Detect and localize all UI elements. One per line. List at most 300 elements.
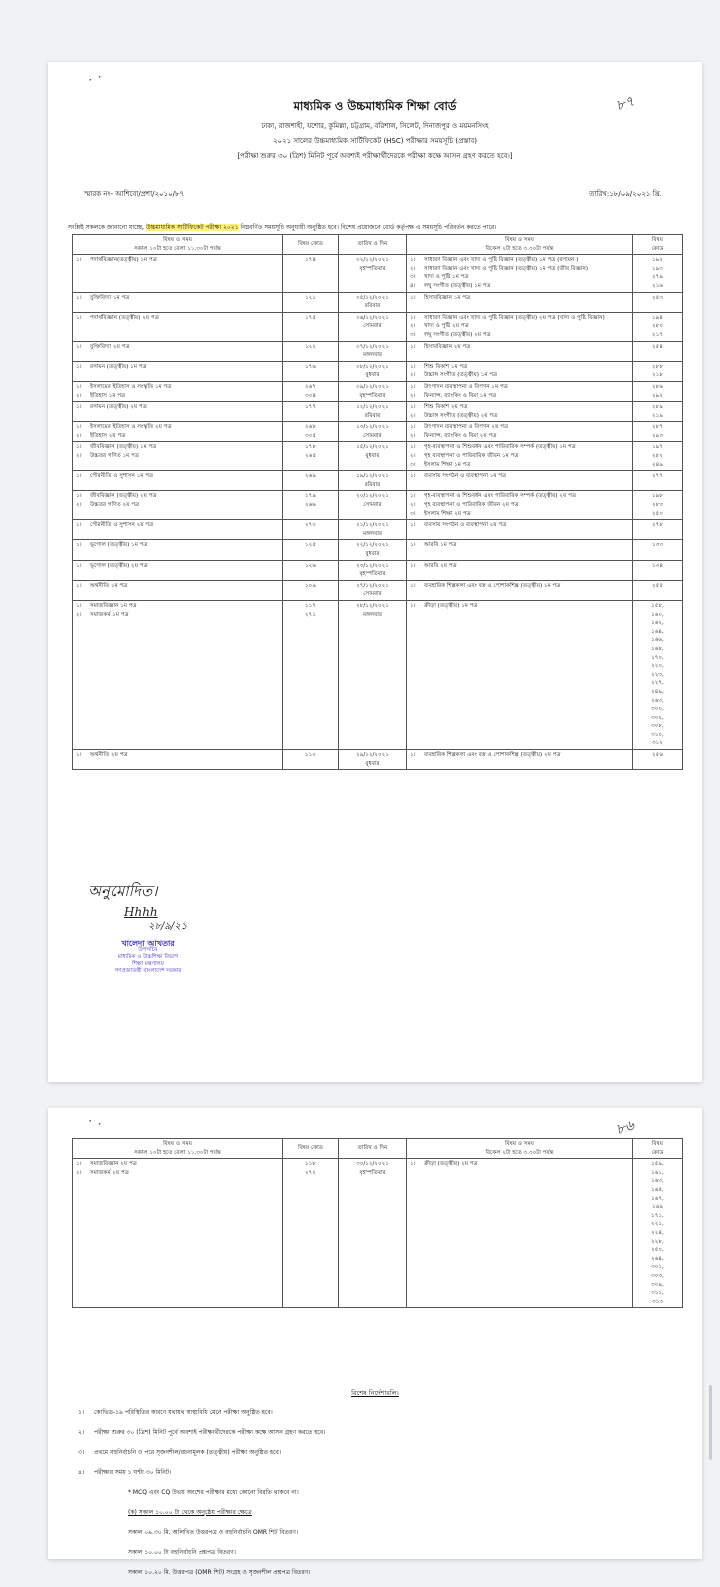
exam-date xyxy=(339,600,407,749)
morning-codes xyxy=(283,402,339,422)
afternoon-subject: ২। ফিন্যান্স, ব্যাংকিং ও বিমা ২য় পত্র xyxy=(410,432,497,439)
subject-code: ১৯৮ xyxy=(652,493,663,500)
subject-code: ১৯৩ xyxy=(652,265,663,272)
afternoon-subject: ২। গৃহ ব্যবস্থাপনা ও পারিবারিক জীবন ২য় পত্র xyxy=(410,502,519,509)
afternoon-codes xyxy=(633,255,683,292)
subject-code: ৩০৯, xyxy=(651,1281,664,1288)
subject-code: ২৫৩ xyxy=(652,294,663,301)
afternoon-subjects xyxy=(407,560,633,580)
subject-code: ২১৯ xyxy=(652,412,663,419)
header-code: বিষয় কোড xyxy=(283,235,339,255)
instruction-subitem: সকাল ১০.০০ টা বহুনির্বাচনি প্রশ্নপত্র বিতরণ। xyxy=(128,1549,236,1556)
afternoon-subject: ৩। লঘু সংগীত (তত্ত্বীয়) ২য় পত্র xyxy=(410,331,491,338)
afternoon-subject: ১। গৃহ-ব্যবস্থাপনা ও শিশুবর্ধন এবং পারিবারিক সম্পর্ক (তত্ত্বীয়) ২য় পত্র xyxy=(410,493,576,500)
exam-date xyxy=(339,312,407,341)
date: ০২/১২/২০২১ xyxy=(356,257,389,264)
subject-code: ২১৬ xyxy=(652,282,663,289)
weekday: সোমবার xyxy=(363,591,382,598)
morning-subject: ১। রসায়ন (তত্ত্বীয়) ২য় পত্র xyxy=(76,404,147,411)
morning-subject: ১। ভূগোল (তত্ত্বীয়) ২য় পত্র xyxy=(76,562,148,569)
stamp-govt: গণপ্রজাতন্ত্রী বাংলাদেশ সরকার xyxy=(114,968,182,974)
afternoon-subject: ১। সাধারণ বিজ্ঞান এবং খাদ্য ও পুষ্টি বিজ্ঞান (তত্ত্বীয়) ২য় পত্র (খাদ্য ও পুষ্টি বিজ্ঞান) xyxy=(410,314,605,321)
morning-subject: ১। রসায়ন (তত্ত্বীয়) ১ম পত্র xyxy=(76,363,147,370)
afternoon-codes xyxy=(633,341,683,361)
afternoon-subject: ১। ব্যবসায় সংগঠন ও ব্যবস্থাপনা ২য় পত্র xyxy=(410,522,507,529)
weekday: বুধবার xyxy=(365,453,380,460)
signature-scribble: Hhhh xyxy=(124,905,158,919)
subject-code: ১৬৫, xyxy=(651,1186,664,1193)
weekday: সোমবার xyxy=(363,502,382,509)
subject-code: ২৭২ xyxy=(305,1169,316,1176)
stamp-ministry: শিক্ষা মন্ত্রণালয় xyxy=(132,961,164,967)
exam-date xyxy=(339,1159,407,1308)
afternoon-subjects xyxy=(407,292,633,312)
table-row xyxy=(73,341,683,361)
weekday: মঙ্গলবার xyxy=(363,352,382,359)
subject-code: ৩০১, xyxy=(651,1264,664,1271)
weekday: বৃহস্পতিবার xyxy=(359,265,386,272)
afternoon-subject: ১। ব্যবহারিক শিল্পকলা এবং বস্ত্র ও পোশাকশিল্প (তত্ত্বীয়) ২য় পত্র xyxy=(410,752,561,759)
subject-code: ১৬৪, xyxy=(651,628,664,635)
morning-codes xyxy=(283,491,339,520)
afternoon-subject: ২। খাদ্য ও পুষ্টি ২য় পত্র xyxy=(410,323,469,330)
morning-subject: ১। জীববিজ্ঞান (তত্ত্বীয়) ১ম পত্র xyxy=(76,444,157,451)
afternoon-subject: ১। সাধারণ বিজ্ঞান এবং খাদ্য ও পুষ্টি বিজ্ঞান (তত্ত্বীয়) ১ম পত্র (রসায়ন ) xyxy=(410,257,579,264)
weekday: সোমবার xyxy=(363,323,382,330)
subject-code: ২৮৩ xyxy=(652,502,663,509)
subject-code: ১৬৭, xyxy=(651,1195,664,1202)
afternoon-subject: ২। গৃহ ব্যবস্থাপনা ও পারিবারিক জীবন ১ম পত্র xyxy=(410,453,519,460)
subject-code: ২৬৮ xyxy=(305,424,316,431)
subject-code: ২৮০ xyxy=(652,323,663,330)
afternoon-codes xyxy=(633,540,683,560)
exam-date xyxy=(339,560,407,580)
table-row xyxy=(73,580,683,600)
morning-codes xyxy=(283,750,339,770)
afternoon-codes xyxy=(633,1159,683,1308)
approved-text: অনুমোদিত। xyxy=(88,882,158,900)
afternoon-codes xyxy=(633,750,683,770)
subject-code: ১৯২ xyxy=(652,257,663,264)
afternoon-subject: ১। ক্রীড়া (তত্ত্বীয়) ১ম পত্র xyxy=(410,602,478,609)
weekday: সোমবার xyxy=(363,432,382,439)
morning-subjects xyxy=(73,341,283,361)
header-date: তারিখ ও দিন xyxy=(339,1139,407,1159)
date: ২২/১২/২০২১ xyxy=(356,542,389,549)
subject-code: ২৭৭ xyxy=(652,473,663,480)
weekday: বুধবার xyxy=(365,760,380,767)
table-row xyxy=(73,422,683,442)
afternoon-subjects xyxy=(407,540,633,560)
morning-subject: ১। পৌরনীতি ও সুশাসন ১ম পত্র xyxy=(76,473,154,480)
subject-code: ১৭০, xyxy=(651,654,664,661)
morning-subject: ২। উচ্চতর গণিত ২য় পত্র xyxy=(76,502,140,509)
scrollbar[interactable] xyxy=(709,1385,712,1460)
morning-subjects xyxy=(73,361,283,381)
subject-code: ২৯২ xyxy=(652,392,663,399)
table-row xyxy=(73,600,683,749)
subject-code: ১৭৬ xyxy=(305,363,316,370)
subject-code: ১৭৪ xyxy=(305,257,316,264)
afternoon-subject: ৩। ইসলাম শিক্ষা ১ম পত্র xyxy=(410,461,471,468)
subject-code: ১৭৭ xyxy=(305,404,316,411)
subject-code: ২২১, xyxy=(651,1221,664,1228)
instructions-title: বিশেষ নির্দেশাবলি। xyxy=(351,1389,399,1397)
scan-speck: ⠁⠂ xyxy=(88,1120,107,1131)
instruction-item: ৪। পরীক্ষার সময় ১ ঘণ্টা ৩০ মিনিট। xyxy=(78,1469,172,1476)
exam-schedule-table-continued xyxy=(72,1138,683,1308)
table-row xyxy=(73,312,683,341)
instruction-subitem: সকাল ০৯.৩০ মি. অলিখিত উত্তরপত্র ও বহুনির্বাচনি OMR শিট বিতরণ। xyxy=(128,1529,299,1536)
instruction-item: ৩। প্রথমে বহুনির্বাচনি ও পরে সৃজনশীল/রচনামূলক (তত্ত্বীয়) পরীক্ষা অনুষ্ঠিত হবে। xyxy=(78,1449,282,1456)
morning-subject: ১। পদার্থবিজ্ঞান(তত্ত্বীয়) ১ম পত্র xyxy=(76,257,157,264)
subject-code: ১১৭ xyxy=(305,602,316,609)
afternoon-subject: ১। আরবি ১ম পত্র xyxy=(410,542,457,549)
afternoon-codes xyxy=(633,422,683,442)
date: ২৩/১২/২০২১ xyxy=(356,562,389,569)
subject-code: ২৯৩ xyxy=(652,432,663,439)
morning-subject: ১। সমাজবিজ্ঞান ১ম পত্র xyxy=(76,602,137,609)
morning-subject: ১। যুক্তিবিদ্যা ১ম পত্র xyxy=(76,294,130,301)
table-row xyxy=(73,471,683,491)
morning-codes xyxy=(283,292,339,312)
subject-code: ১২৬ xyxy=(305,562,316,569)
weekday: বুধবার xyxy=(365,372,380,379)
subject-code: ১০৯ xyxy=(305,582,316,589)
stamp-designation: উপসচিব xyxy=(138,947,158,953)
official-stamp xyxy=(88,940,208,975)
subject-code: ২৮৯ xyxy=(652,404,663,411)
afternoon-subject: ১। শিশু বিকাশ ১ম পত্র xyxy=(410,363,468,370)
date: ১৯/১২/২০২১ xyxy=(356,473,389,480)
table-row xyxy=(73,560,683,580)
exam-date xyxy=(339,471,407,491)
subject-code: ২৬৬ xyxy=(305,502,316,509)
afternoon-subjects xyxy=(407,312,633,341)
morning-subjects xyxy=(73,540,283,560)
weekday: বৃহস্পতিবার xyxy=(359,1169,386,1176)
afternoon-codes xyxy=(633,560,683,580)
afternoon-subjects xyxy=(407,600,633,749)
weekday: বুধবার xyxy=(365,551,380,557)
subject-code: ২৫০ xyxy=(652,510,663,517)
date: ১২/১২/২০২১ xyxy=(356,404,389,411)
morning-codes xyxy=(283,580,339,600)
subject-code: ২৫৫ xyxy=(652,582,663,589)
subject-code: ১২২ xyxy=(305,343,316,350)
morning-subjects xyxy=(73,471,283,491)
morning-codes xyxy=(283,471,339,491)
subject-code: ৩০৩, xyxy=(651,1272,664,1279)
morning-subject: ২। ইতিহাস ২য় পত্র xyxy=(76,432,126,439)
table-header-row xyxy=(73,235,683,255)
afternoon-subject: ৪। লঘু সংগীত (তত্ত্বীয়) ১ম পত্র xyxy=(410,282,491,289)
afternoon-codes xyxy=(633,520,683,540)
intro-highlight: উচ্চমাধ্যমিক সার্টিফিকেট পরীক্ষা ২০২১ xyxy=(146,224,239,231)
morning-codes xyxy=(283,312,339,341)
subject-code: ৩১০, xyxy=(651,731,664,738)
date: ২০/১২/২০২১ xyxy=(356,493,389,500)
date: ০৮/১২/২০২১ xyxy=(356,363,389,370)
afternoon-subject: ১। হিসাববিজ্ঞান ১ম পত্র xyxy=(410,294,471,301)
afternoon-subject: ১। উৎপাদন ব্যবস্থাপনা ও বিপণন ১ম পত্র xyxy=(410,383,508,390)
weekday: মঙ্গলবার xyxy=(363,530,382,537)
afternoon-subject: ২। ফিন্যান্স, ব্যাংকিং ও বিমা ১ম পত্র xyxy=(410,392,497,399)
signature-date: ২৮/৯/২১ xyxy=(148,921,188,932)
afternoon-subjects xyxy=(407,491,633,520)
afternoon-codes xyxy=(633,491,683,520)
exam-date xyxy=(339,442,407,471)
afternoon-subject: ২। সাধারণ বিজ্ঞান এবং খাদ্য ও পুষ্টি বিজ্ঞান (তত্ত্বীয়) ১ম পত্র (জীব বিজ্ঞান) xyxy=(410,265,589,272)
date: ২৯/১২/২০২১ xyxy=(356,752,389,759)
date: ১৫/১২/২০২১ xyxy=(356,444,389,451)
subject-code: ১২১ xyxy=(305,294,316,301)
subject-code: ১৩৪ xyxy=(652,562,663,569)
subject-code: ২৭১ xyxy=(305,611,316,618)
afternoon-subject: ১। শিশু বিকাশ ২য় পত্র xyxy=(410,404,468,411)
instruction-subitem: * MCQ এবং CQ উভয় অংশের পরীক্ষার মধ্যে কোনো বিরতি থাকবে না। xyxy=(128,1489,299,1496)
schedule-notice: [পরীক্ষা শুরুর ৩০ (ত্রিশ) মিনিট পূর্বে অবশ্যই পরীক্ষার্থীদেরকে পরীক্ষা কক্ষে আসন গ্রহণ করতে হবে।] xyxy=(237,152,513,160)
subject-code: ১১০ xyxy=(305,752,316,759)
morning-subjects xyxy=(73,750,283,770)
subject-code: ১৬৬, xyxy=(651,637,664,644)
morning-subject: ১। যুক্তিবিদ্যা ২য় পত্র xyxy=(76,343,130,350)
morning-subject: ১। ভূগোল (তত্ত্বীয়) ১ম পত্র xyxy=(76,542,148,549)
document-page-2 xyxy=(48,1108,702,1576)
stamp-dept: মাধ্যমিক ও উচ্চশিক্ষা বিভাগ xyxy=(117,954,179,960)
morning-subjects xyxy=(73,1159,283,1308)
subject-code: ২১৭ xyxy=(652,331,663,338)
table-row xyxy=(73,442,683,471)
subject-code: ১৬১, xyxy=(651,1169,664,1176)
subject-code: ১৭১, xyxy=(651,1212,664,1219)
table-row xyxy=(73,292,683,312)
subject-code: ২৪৯ xyxy=(652,461,663,468)
afternoon-subjects xyxy=(407,1159,633,1308)
exam-date xyxy=(339,520,407,540)
date: ০৭/১২/২০২১ xyxy=(356,343,389,350)
exam-date xyxy=(339,540,407,560)
morning-subjects xyxy=(73,442,283,471)
afternoon-subjects xyxy=(407,442,633,471)
header-afternoon: বিষয় ও সময় বিকেল ২টা হতে ৩.৩০টা পর্যন্ত xyxy=(407,235,633,255)
morning-codes xyxy=(283,600,339,749)
exam-date xyxy=(339,255,407,292)
subject-code: ২২৪, xyxy=(651,1229,664,1236)
subject-code: ১৭৯ xyxy=(305,493,316,500)
morning-subject: ১। পদার্থবিজ্ঞান (তত্ত্বীয়) ২য় পত্র xyxy=(76,314,159,321)
afternoon-subject: ১। হিসাববিজ্ঞান ২য় পত্র xyxy=(410,343,471,350)
afternoon-subject: ৩। খাদ্য ও পুষ্টি ১ম পত্র xyxy=(410,274,469,281)
subject-code: ৩১২ xyxy=(652,740,663,747)
morning-subjects xyxy=(73,381,283,401)
subject-code: ২৪৯, xyxy=(651,688,664,695)
subject-code: ২৫৪ xyxy=(652,343,663,350)
subject-code: ২৭৮ xyxy=(652,522,663,529)
table-row xyxy=(73,381,683,401)
exam-date xyxy=(339,750,407,770)
exam-date xyxy=(339,491,407,520)
subject-code: ১৫৯, xyxy=(651,1161,664,1168)
instruction-subitem: (ক) সকাল ১০.০০ টা থেকে অনুষ্ঠেয় পরীক্ষার ক্ষেত্রে xyxy=(128,1509,252,1516)
header-afternoon: বিষয় ও সময় বিকেল ২টা হতে ৩.৩০টা পর্যন্ত xyxy=(407,1139,633,1159)
afternoon-subject: ১। ক্রীড়া (তত্ত্বীয়) ২য় পত্র xyxy=(410,1161,478,1168)
weekday: রবিবার xyxy=(364,481,381,488)
subject-code: ২৮৬ xyxy=(652,383,663,390)
afternoon-codes xyxy=(633,381,683,401)
header-code-2: বিষয় কোড xyxy=(633,1139,683,1159)
memo-date: তারিখ:১৮/০৯/২০২১ খ্রি. xyxy=(589,190,662,198)
morning-subject: ১। পৌরনীতি ও সুশাসন ২য় পত্র xyxy=(76,522,154,529)
subject-code: ৩০০, xyxy=(651,706,664,713)
weekday: রবিবার xyxy=(364,412,381,419)
date: ৩০/১২/২০২১ xyxy=(356,1161,389,1168)
morning-subjects xyxy=(73,580,283,600)
afternoon-subject: ১। গৃহ-ব্যবস্থাপনা ও শিশুবর্ধন এবং পারিবারিক সম্পর্ক (তত্ত্বীয়) ১ম পত্র xyxy=(410,444,576,451)
subject-code: ২৬৭ xyxy=(305,383,316,390)
morning-subject: ১। জীববিজ্ঞান (তত্ত্বীয়) ২য় পত্র xyxy=(76,493,157,500)
morning-subject: ২। সমাজকর্ম ২য় পত্র xyxy=(76,1169,129,1176)
afternoon-subjects xyxy=(407,381,633,401)
date: ২৮/১২/২০২১ xyxy=(356,602,389,609)
date: ০৯/১২/২০২১ xyxy=(356,383,389,390)
date: ২৭/১২/২০২১ xyxy=(356,582,389,589)
afternoon-subjects xyxy=(407,750,633,770)
exam-date xyxy=(339,341,407,361)
morning-subjects xyxy=(73,600,283,749)
morning-subjects xyxy=(73,560,283,580)
morning-subject: ২। সমাজকর্ম ১ম পত্র xyxy=(76,611,129,618)
memo-number: স্মারক নং- আশিবো/প্রশা/২০১০/৮৭ xyxy=(84,190,185,198)
afternoon-subject: ১। উৎপাদন ব্যবস্থাপনা ও বিপণন ২য় পত্র xyxy=(410,424,509,431)
morning-subject: ২। ইতিহাস ১ম পত্র xyxy=(76,392,126,399)
board-name: মাধ্যমিক ও উচ্চমাধ্যমিক শিক্ষা বোর্ড xyxy=(293,99,457,113)
morning-codes xyxy=(283,255,339,292)
morning-codes xyxy=(283,361,339,381)
afternoon-subject: ১। ব্যবসায় সংগঠন ও ব্যবস্থাপনা ১ম পত্র xyxy=(410,473,507,480)
morning-codes xyxy=(283,422,339,442)
document-header xyxy=(48,98,702,162)
morning-codes xyxy=(283,381,339,401)
afternoon-codes xyxy=(633,600,683,749)
afternoon-subjects xyxy=(407,361,633,381)
subject-code: ১৩৩ xyxy=(652,542,663,549)
afternoon-codes xyxy=(633,580,683,600)
afternoon-subject: ১। ব্যবহারিক শিল্পকলা এবং বস্ত্র ও পোশাকশিল্প (তত্ত্বীয়) ১ম পত্র xyxy=(410,582,561,589)
afternoon-subject: ১। আরবি ২য় পত্র xyxy=(410,562,457,569)
morning-codes xyxy=(283,1159,339,1308)
subject-code: ১৭৫ xyxy=(305,314,316,321)
weekday: বৃহস্পতিবার xyxy=(359,571,386,578)
weekday: মঙ্গলবার xyxy=(363,611,382,618)
weekday: রবিবার xyxy=(364,303,381,310)
subject-code: ৩১৩ xyxy=(652,1298,663,1305)
page-mark: ৮৬ xyxy=(613,1117,637,1139)
subject-code: ১৬৮, xyxy=(651,645,664,652)
table-row xyxy=(73,540,683,560)
subject-code: ২৬৯ xyxy=(305,473,316,480)
subject-code: ২৬৪, xyxy=(651,1255,664,1262)
intro-text xyxy=(68,222,496,233)
scan-speck: ⠂⠁ xyxy=(88,76,107,87)
afternoon-subjects xyxy=(407,520,633,540)
afternoon-subjects xyxy=(407,471,633,491)
morning-subjects xyxy=(73,292,283,312)
subject-code: ২৮৮ xyxy=(652,363,663,370)
afternoon-subject: ২। উচ্চাঙ্গ সংগীত (তত্ত্বীয়) ২য় পত্র xyxy=(410,412,498,419)
date: ২১/১২/২০২১ xyxy=(356,522,389,529)
afternoon-subject: ৩। ইসলাম শিক্ষা ২য় পত্র xyxy=(410,510,471,517)
exam-date xyxy=(339,402,407,422)
subject-code: ২৫৬ xyxy=(652,752,663,759)
table-row xyxy=(73,361,683,381)
morning-subjects xyxy=(73,255,283,292)
afternoon-subjects xyxy=(407,402,633,422)
exam-date xyxy=(339,580,407,600)
subject-code: ৩০৪ xyxy=(305,392,316,399)
subject-code: ৩০৫ xyxy=(305,432,316,439)
morning-codes xyxy=(283,560,339,580)
table-row xyxy=(73,520,683,540)
table-header-row xyxy=(73,1139,683,1159)
instruction-subitem: সকাল ১০.২০ মি. উত্তরপত্র (OMR শিট) সংগ্রহ ও সৃজনশীল প্রশ্নপত্র বিতরণ। xyxy=(128,1569,311,1576)
date: ১৩/১২/২০২১ xyxy=(356,424,389,431)
table-row xyxy=(73,1159,683,1308)
afternoon-subjects xyxy=(407,422,633,442)
morning-subjects xyxy=(73,402,283,422)
header-morning: বিষয় ও সময় সকাল ১০টা হতে বেলা ১১.৩০টা পর্যন্ত xyxy=(73,1139,283,1159)
table-row xyxy=(73,750,683,770)
exam-date xyxy=(339,381,407,401)
morning-subjects xyxy=(73,491,283,520)
subject-code: ১৬৩, xyxy=(651,1178,664,1185)
subject-code: ২২৭, xyxy=(651,680,664,687)
header-code: বিষয় কোড xyxy=(283,1139,339,1159)
afternoon-subjects xyxy=(407,580,633,600)
header-date: তারিখ ও দিন xyxy=(339,235,407,255)
intro-after: নিম্নবর্ণিত সময়সূচি অনুযায়ী অনুষ্ঠিত হবে। বিশেষ প্রয়োজনে বোর্ড কর্তৃপক্ষ এ সময়সূচি পরিবর্তন করতে পারে। xyxy=(238,224,497,231)
morning-subjects xyxy=(73,422,283,442)
table-row xyxy=(73,491,683,520)
afternoon-subject: ২। উচ্চাঙ্গ সংগীত (তত্ত্বীয়) ১ম পত্র xyxy=(410,372,498,379)
subject-code: ৩০২, xyxy=(651,714,664,721)
afternoon-subjects xyxy=(407,341,633,361)
schedule-title: ২০২১ সালের উচ্চমাধ্যমিক সার্টিফিকেট (HSC) পরীক্ষার সময়সূচি (প্রস্তাব) xyxy=(272,137,478,145)
subject-code: ১৬৯ xyxy=(652,1204,663,1211)
subject-code: ২৭০ xyxy=(305,522,316,529)
subject-code: ২৮৭ xyxy=(652,424,663,431)
morning-subject: ১। অর্থনীতি ২য় পত্র xyxy=(76,752,128,759)
afternoon-codes xyxy=(633,402,683,422)
weekday: বৃহস্পতিবার xyxy=(359,392,386,399)
morning-subjects xyxy=(73,312,283,341)
morning-subject: ১। ইসলামের ইতিহাস ও সংস্কৃতি ২য় পত্র xyxy=(76,424,172,431)
morning-codes xyxy=(283,442,339,471)
afternoon-codes xyxy=(633,292,683,312)
morning-subject: ১। ইসলামের ইতিহাস ও সংস্কৃতি ১ম পত্র xyxy=(76,383,172,390)
subject-code: ২২৩, xyxy=(651,671,664,678)
subject-code: ২২৮, xyxy=(651,1238,664,1245)
subject-code: ২৫০, xyxy=(651,1247,664,1254)
morning-subject: ১। অর্থনীতি ১ম পত্র xyxy=(76,582,128,589)
document-page-1 xyxy=(48,62,702,1082)
afternoon-codes xyxy=(633,442,683,471)
morning-codes xyxy=(283,341,339,361)
afternoon-codes xyxy=(633,361,683,381)
afternoon-codes xyxy=(633,312,683,341)
approval-signature xyxy=(88,880,208,975)
subject-code: ১৬২, xyxy=(651,620,664,627)
